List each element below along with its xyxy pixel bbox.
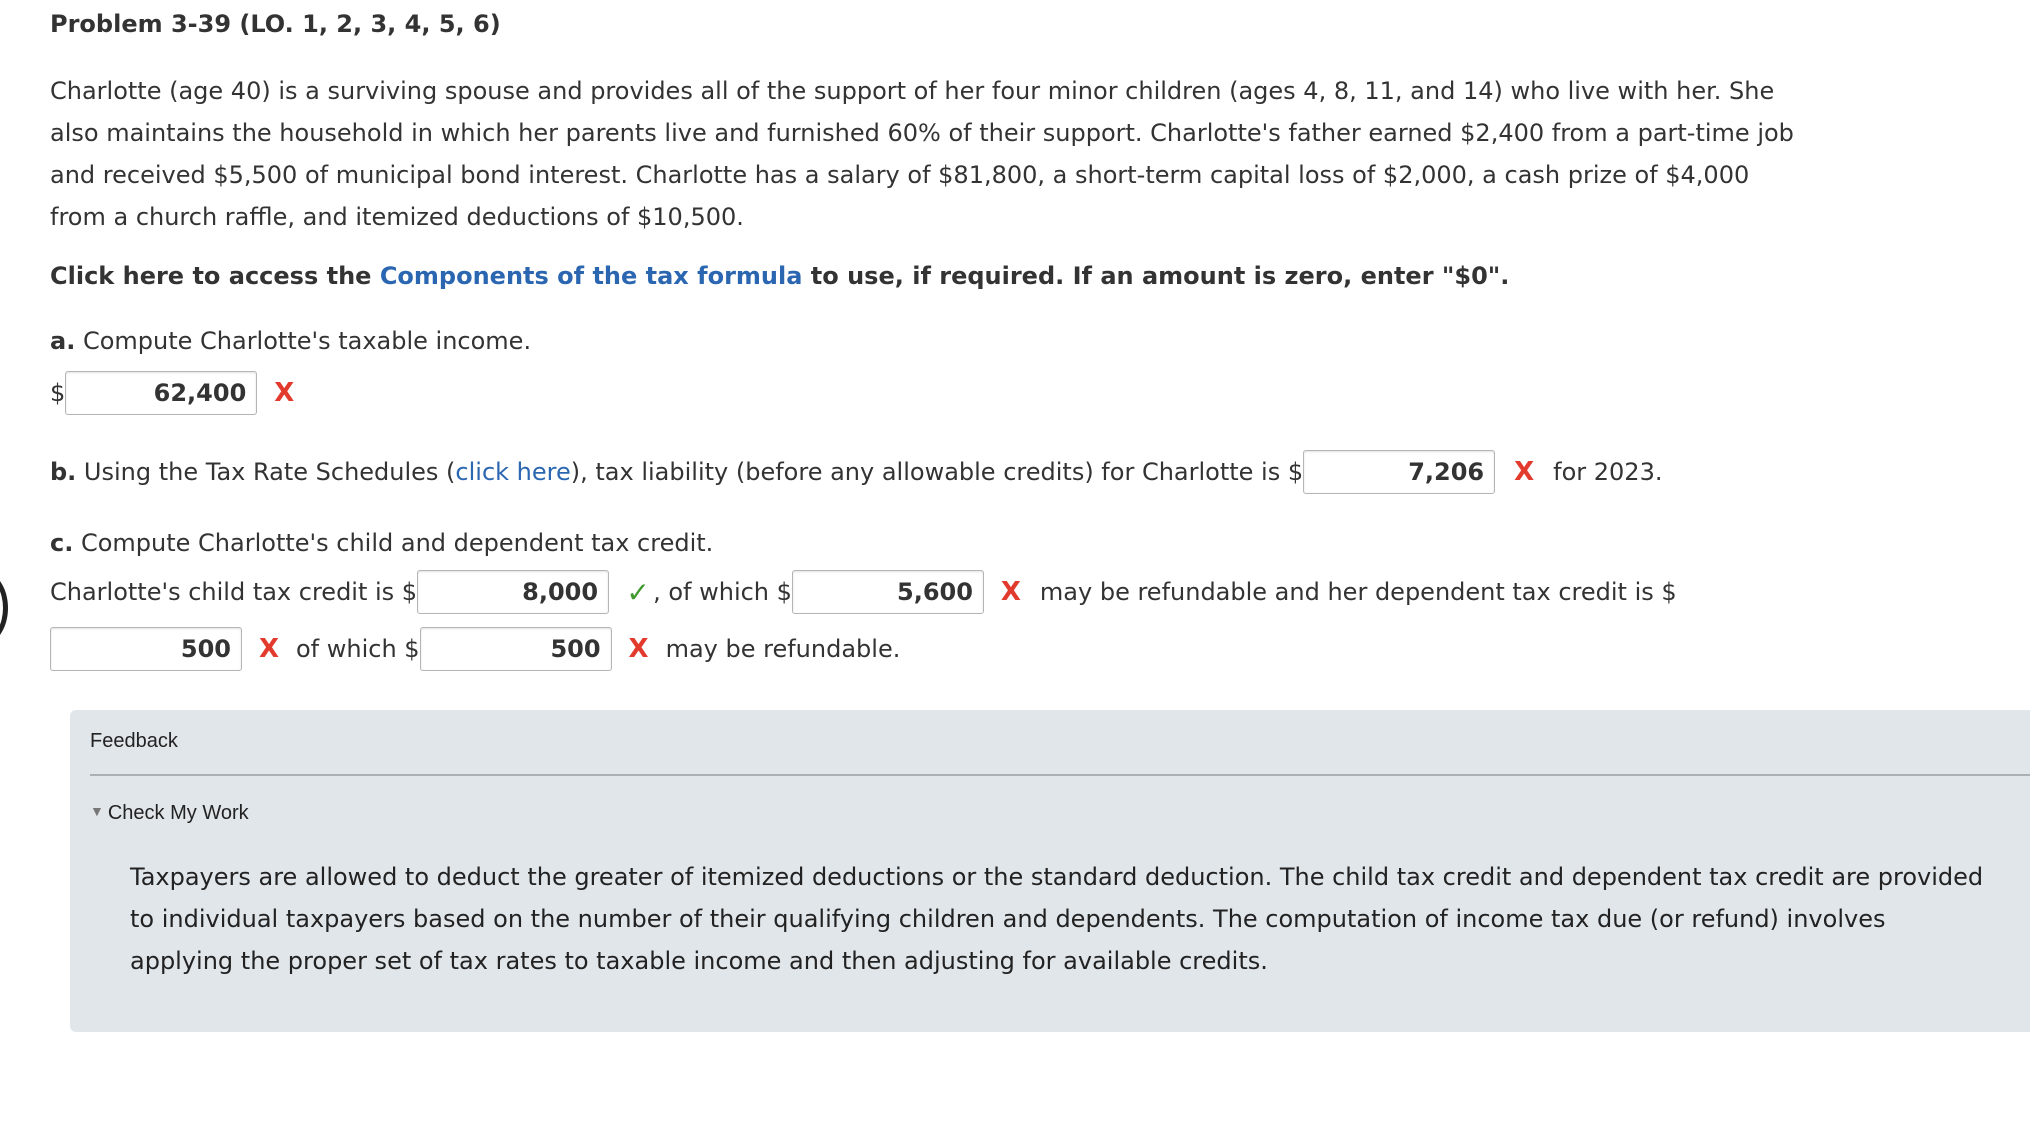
feedback-panel [70, 710, 2030, 1032]
correct-check-icon: ✓ [626, 575, 650, 609]
part-c-text: Compute Charlotte's child and dependent tax credit. [73, 529, 714, 557]
incorrect-icon: X [628, 634, 649, 664]
tax-formula-link[interactable]: Components of the tax formula [379, 262, 803, 290]
instruction-suffix: to use, if required. If an amount is zero, enter "$0". [802, 262, 1510, 290]
incorrect-icon: X [1514, 457, 1535, 487]
part-b-text-after: ), tax liability (before any allowable credits) for Charlotte is $ [570, 458, 1304, 486]
incorrect-icon: X [258, 634, 280, 664]
dependent-credit-field[interactable]: 500 [50, 627, 242, 671]
side-circle-decoration [0, 572, 8, 644]
child-refundable-field[interactable]: 5,600 [792, 570, 984, 614]
feedback-title: Feedback [90, 730, 178, 752]
tax-liability-field[interactable]: 7,206 [1303, 450, 1495, 494]
instruction-line [50, 262, 1509, 290]
check-my-work-toggle[interactable] [90, 802, 249, 825]
child-credit-label: Charlotte's child tax credit is $ [50, 578, 418, 606]
of-which-label-2: of which $ [296, 635, 420, 663]
of-which-label: , of which $ [653, 578, 792, 606]
incorrect-icon: X [274, 378, 295, 408]
part-c-row-1 [50, 570, 1677, 614]
currency-symbol: $ [50, 379, 66, 407]
part-a-question [50, 327, 531, 355]
part-c-letter: c. [50, 529, 74, 557]
dependent-refundable-field[interactable]: 500 [420, 627, 612, 671]
part-c-row-2 [50, 627, 900, 671]
feedback-text: Taxpayers are allowed to deduct the greater of itemized deductions or the standard deduction. The child tax credit and dependent tax credit are provided to individual taxpayers based on the number of their qualifying children and dependents. The computation of income tax due (or refund) involves applying the proper set of tax rates to taxable income and then adjusting for available credits. [130, 863, 1984, 975]
instruction-prefix: Click here to access the [50, 262, 380, 290]
part-b-letter: b. [50, 458, 77, 486]
part-c-question [50, 529, 713, 557]
problem-title: Problem 3-39 (LO. 1, 2, 3, 4, 5, 6) [50, 10, 501, 38]
part-b-suffix: for 2023. [1553, 458, 1663, 486]
part-b-row [50, 450, 1662, 494]
problem-intro: Charlotte (age 40) is a surviving spouse and provides all of the support of her four minor children (ages 4, 8, 11, and 14) who live with her. She also maintains the household in which her parents live and furnished 60% of their support. Charlotte's father earned $2,400 from a part-time job and received $5,500 of municipal bond interest. Charlotte has a salary of $81,800, a short-term capital loss of $2,000, a cash prize of $4,000 from a church raffle, and itemized deductions of $10,500. [50, 77, 1794, 231]
incorrect-icon: X [1000, 577, 1021, 607]
tax-rate-schedules-link[interactable]: click here [455, 458, 571, 486]
child-credit-field[interactable]: 8,000 [417, 570, 609, 614]
part-b-text-before: Using the Tax Rate Schedules ( [76, 458, 456, 486]
dependent-credit-label: may be refundable and her dependent tax credit is $ [1039, 578, 1677, 606]
may-refund-label: may be refundable. [665, 635, 901, 663]
check-my-work-label: Check My Work [107, 802, 249, 824]
taxable-income-field[interactable]: 62,400 [65, 371, 257, 415]
part-a-letter: a. [50, 327, 76, 355]
feedback-divider [90, 774, 2030, 776]
triangle-down-icon: ▼ [90, 803, 104, 819]
part-a-text: Compute Charlotte's taxable income. [75, 327, 532, 355]
part-a-answer-row [50, 371, 297, 415]
